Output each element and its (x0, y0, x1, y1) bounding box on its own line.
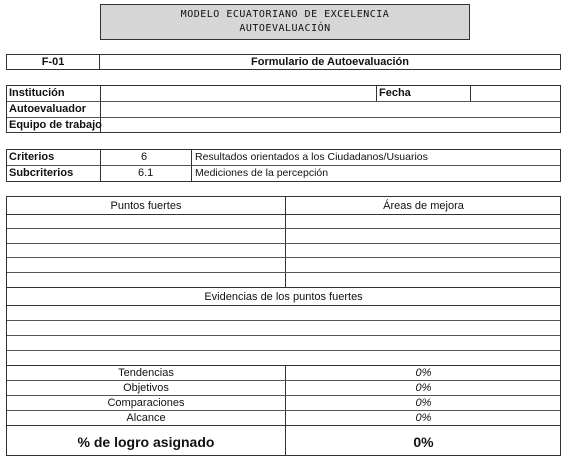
criteria-block (6, 149, 561, 182)
puntos-fuertes-header: Puntos fuertes (110, 200, 182, 212)
objetivos-value: 0% (415, 382, 432, 394)
header-line-2: AUTOEVALUACIÓN (239, 23, 331, 34)
subcriterios-number: 6.1 (138, 167, 154, 179)
fecha-label: Fecha (379, 87, 411, 99)
objetivos-label: Objetivos (123, 382, 169, 394)
fecha-field[interactable] (471, 86, 560, 101)
form-code: F-01 (6, 54, 100, 70)
institucion-field[interactable] (101, 86, 376, 101)
total-value: 0% (413, 434, 434, 450)
total-label: % de logro asignado (77, 434, 215, 450)
alcance-label: Alcance (126, 412, 166, 424)
autoevaluador-field[interactable] (101, 102, 560, 117)
equipo-field[interactable] (101, 118, 560, 132)
alcance-value: 0% (415, 412, 432, 424)
subcriterios-description: Mediciones de la percepción (195, 167, 329, 179)
tendencias-value: 0% (415, 367, 432, 379)
criterios-number: 6 (141, 151, 148, 163)
institucion-label: Institución (9, 87, 65, 99)
comparaciones-label: Comparaciones (107, 397, 185, 409)
header-line-1: MODELO ECUATORIANO DE EXCELENCIA (180, 9, 390, 20)
comparaciones-value: 0% (415, 397, 432, 409)
info-block (6, 85, 561, 133)
equipo-label: Equipo de trabajo (9, 119, 102, 131)
evidencias-header: Evidencias de los puntos fuertes (204, 291, 363, 303)
tendencias-label: Tendencias (118, 367, 174, 379)
document-header (100, 4, 470, 40)
areas-mejora-header: Áreas de mejora (383, 200, 464, 212)
form-title: Formulario de Autoevaluación (99, 54, 561, 70)
criterios-label: Criterios (9, 151, 55, 163)
subcriterios-label: Subcriterios (9, 167, 74, 179)
criterios-description: Resultados orientados a los Ciudadanos/Usuarios (195, 151, 428, 163)
evaluation-table (6, 196, 561, 456)
autoevaluador-label: Autoevaluador (9, 103, 87, 115)
